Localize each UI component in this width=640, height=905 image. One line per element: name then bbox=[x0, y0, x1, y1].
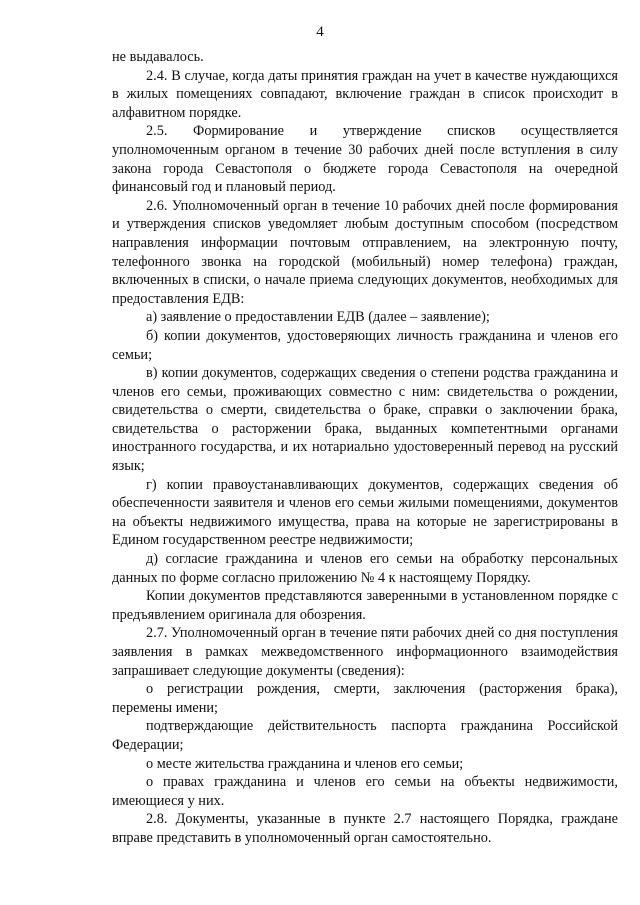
list-item-d: д) согласие гражданина и членов его семьи на обработку персональных данных по форме согласно приложению № 4 к настоящему Порядку. bbox=[112, 551, 618, 586]
list-item-a: а) заявление о предоставлении ЕДВ (далее – заявление); bbox=[146, 309, 490, 326]
list-item-v: в) копии документов, содержащих сведения о степени родства гражданина и членов его семьи, проживающих совместно с ним: свидетельства о рождении, свидетельства о смерти, свидетельства о браке, справки о заключении брака, свидетельства о расторжении брака, выданных компетентными органами иностранного государства, и их нотариально удостоверенный перевод на русский язык; bbox=[112, 365, 618, 475]
paragraph-copies: Копии документов представляются заверенными в установленном порядке с предъявлением оригинала для обозрения. bbox=[112, 588, 618, 623]
request-item-property-rights: о правах гражданина и членов его семьи на объекты недвижимости, имеющиеся у них. bbox=[112, 774, 618, 809]
page-number: 4 bbox=[316, 24, 324, 40]
document-body bbox=[112, 48, 618, 848]
list-item-b: б) копии документов, удостоверяющих личность гражданина и членов его семьи; bbox=[112, 327, 618, 363]
paragraph-2-5: 2.5. Формирование и утверждение списков осуществляется уполномоченным органом в течение 30 рабочих дней после вступления в силу закона города Севастополя о бюджете города Севастополя на очередной финансовый год и плановый период. bbox=[112, 123, 618, 196]
paragraph-2-4: 2.4. В случае, когда даты принятия граждан на учет в качестве нуждающихся в жилых помещениях совпадают, включение граждан в список происходит в алфавитном порядке. bbox=[112, 67, 618, 121]
paragraph-2-8: 2.8. Документы, указанные в пункте 2.7 настоящего Порядка, граждане вправе представить в уполномоченный орган самостоятельно. bbox=[112, 811, 618, 846]
request-item-registration: о регистрации рождения, смерти, заключения (расторжения брака), перемены имени; bbox=[112, 681, 618, 716]
paragraph-continuation: не выдавалось. bbox=[112, 49, 204, 65]
request-item-residence: о месте жительства гражданина и членов его семьи; bbox=[146, 755, 464, 772]
list-item-g: г) копии правоустанавливающих документов, содержащих сведения об обеспеченности заявителя и членов его семьи жилыми помещениями, документов на объекты недвижимого имущества, права на которые не зарегистрированы в Едином государственном реестре недвижимости; bbox=[112, 476, 618, 549]
paragraph-2-7: 2.7. Уполномоченный орган в течение пяти рабочих дней со дня поступления заявления в рамках межведомственного информационного взаимодействия запрашивает следующие документы (сведения): bbox=[112, 625, 618, 679]
request-item-passport: подтверждающие действительность паспорта гражданина Российской Федерации; bbox=[112, 718, 618, 753]
paragraph-2-6: 2.6. Уполномоченный орган в течение 10 рабочих дней после формирования и утверждения списков уведомляет любым доступным способом (посредством направления информации почтовым отправлением, на электронную почту, телефонного звонка на городской (мобильный) номер телефона) граждан, включенных в списки, о начале приема следующих документов, необходимых для предоставления ЕДВ: bbox=[112, 197, 618, 307]
